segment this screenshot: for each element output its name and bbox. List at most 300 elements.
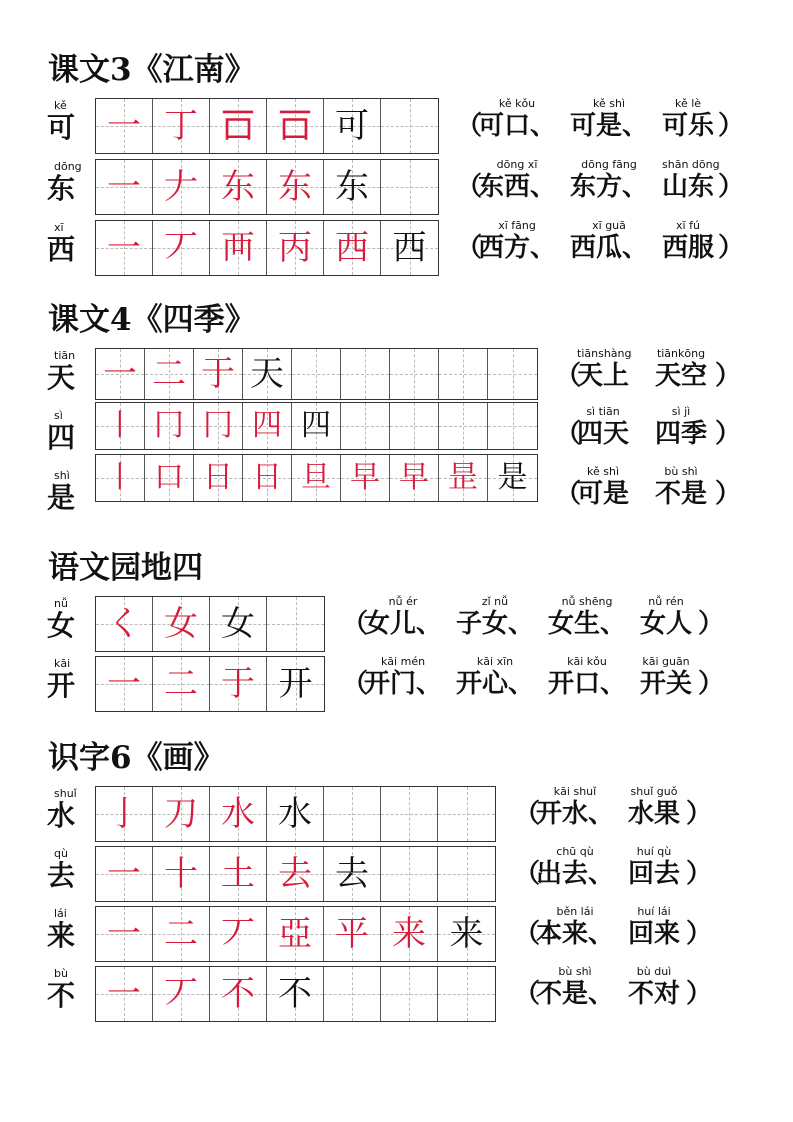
grid-cell [488,455,537,501]
char-label: 来 [47,919,76,952]
grid-cell [194,403,243,449]
word-hanzi: 东方、 [570,172,649,202]
word-pinyin: nǚ rén [648,595,684,608]
word-hanzi: 开水、 [536,799,615,829]
grid-cell [439,455,488,501]
grid-cell [243,349,292,399]
grid-cell [96,657,153,711]
stroke-step: 丆 [164,974,198,1014]
stroke-step: 不 [221,974,255,1014]
char-label: 不 [47,979,76,1012]
char-label: 水 [47,799,76,832]
stroke-step: 一 [107,664,141,704]
grid-cell [96,403,145,449]
grid-cell [96,907,153,961]
grid-cell [194,455,243,501]
grid-cell [488,403,537,449]
stroke-step: 亅 [107,794,141,834]
grid-cell [439,403,488,449]
stroke-grid [95,906,496,962]
stroke-grid [95,220,439,276]
word-hanzi: 开口、 [548,669,627,699]
word-pinyin: huí qù [636,845,672,858]
char-row-xi [0,220,793,282]
word [655,466,707,510]
stroke-step: 日 [203,460,233,495]
word [640,656,692,700]
stroke-step: 平 [335,914,369,954]
stroke-step: 是 [497,460,528,495]
char-label: 四 [47,421,76,454]
char-label: 去 [47,859,76,892]
stroke-step: 西 [392,228,427,268]
close-paren: ） [686,859,713,889]
open-paren: （ [342,609,369,639]
word-pinyin: chū qù [556,845,594,858]
stroke-grid [95,656,325,712]
grid-cell [267,160,324,214]
char-row-qu [0,846,793,906]
word [570,98,648,142]
char-label: 开 [47,669,76,702]
stroke-step: 开 [278,664,313,704]
char-pinyin: shuǐ [54,787,77,800]
grid-cell [153,160,210,214]
char-label: 女 [47,609,76,642]
char-row-dong [0,159,793,221]
grid-cell [267,597,324,651]
word [536,906,614,950]
grid-cell [96,967,153,1021]
grid-cell [210,160,267,214]
grid-cell [153,657,210,711]
char-row-tian [0,348,793,404]
open-paren: （ [555,361,582,391]
word [628,786,680,830]
section-title-siji: 课文4《四季》 [48,302,256,338]
grid-cell [292,455,341,501]
stroke-step: 二 [152,354,186,394]
word [478,220,556,264]
open-paren: （ [514,859,541,889]
close-paren: ） [698,669,725,699]
char-pinyin: qù [54,847,68,860]
stroke-step: 去 [278,854,312,894]
word [577,466,629,510]
grid-cell [324,221,381,275]
word [570,220,648,264]
close-paren: ） [686,919,713,949]
grid-cell [324,967,381,1021]
grid-cell [243,455,292,501]
grid-cell [292,349,341,399]
stroke-step: 昰 [448,460,478,495]
grid-cell [210,787,267,841]
close-paren: ） [686,799,713,829]
word-pinyin: huí lái [637,905,671,918]
word [548,656,626,700]
char-pinyin: kāi [54,657,71,670]
word-hanzi: 出去、 [536,859,615,889]
word-pinyin: zǐ nǚ [481,595,509,608]
word-pinyin: kāi kǒu [567,655,607,668]
word-hanzi: 可是、 [570,111,649,141]
word [577,348,631,392]
word-pinyin: xī fāng [498,219,536,232]
word-pinyin: kāi guān [642,655,690,668]
stroke-step: 女 [164,604,198,644]
grid-cell [292,403,341,449]
stroke-step: 东 [335,167,369,207]
section-title-yuwen-yuandi: 语文园地四 [48,550,203,586]
word-hanzi: 西瓜、 [570,233,649,263]
grid-cell [267,99,324,153]
stroke-step: 土 [221,854,255,894]
grid-cell [488,349,537,399]
stroke-step: 水 [221,794,255,834]
stroke-step: 一 [107,854,141,894]
word-hanzi: 可口、 [478,111,557,141]
word-hanzi: 不是 [655,479,708,509]
grid-cell [210,657,267,711]
grid-cell [341,349,390,399]
char-pinyin: nǚ [54,597,68,610]
word-pinyin: nǚ shēng [561,595,613,608]
grid-cell [145,403,194,449]
stroke-step: く [107,604,141,644]
grid-cell [243,403,292,449]
char-row-ke [0,98,793,160]
stroke-grid [95,159,439,215]
grid-cell [96,787,153,841]
word [364,596,442,640]
grid-cell [324,99,381,153]
close-paren: ） [715,419,742,449]
stroke-step: 丁 [164,106,198,146]
char-row-nv [0,596,793,656]
word [662,159,720,203]
word-pinyin: kāi shuǐ [553,785,597,798]
grid-cell [381,787,438,841]
open-paren: （ [456,111,483,141]
word [628,906,680,950]
stroke-step: 亞 [278,914,312,954]
stroke-grid [95,966,496,1022]
stroke-step: 一 [103,354,137,394]
word-hanzi: 回来 [628,919,681,949]
word [364,656,442,700]
word-hanzi: 开心、 [456,669,535,699]
open-paren: （ [456,172,483,202]
word-pinyin: shuǐ guǒ [630,785,678,798]
grid-cell [438,967,495,1021]
stroke-step: 女 [221,604,255,644]
grid-cell [381,907,438,961]
open-paren: （ [514,919,541,949]
char-pinyin: xī [54,221,64,234]
word [456,596,534,640]
word-pinyin: bù shì [664,465,698,478]
stroke-step: 来 [392,914,426,954]
grid-cell [381,160,438,214]
word [662,220,714,264]
stroke-step: 西 [335,228,369,268]
grid-cell [341,403,390,449]
stroke-grid [95,454,538,502]
stroke-step: 𠮛 [221,106,255,146]
word [577,406,629,450]
word-hanzi: 女儿、 [364,609,443,639]
word-hanzi: 东西、 [478,172,557,202]
word-pinyin: sì tiān [586,405,620,418]
word-hanzi: 西服 [662,233,715,263]
word-pinyin: dōng xī [496,158,538,171]
grid-cell [153,847,210,901]
word [640,596,692,640]
word-hanzi: 女生、 [548,609,627,639]
char-pinyin: lái [54,907,67,920]
stroke-step: 日 [252,460,282,495]
grid-cell [267,907,324,961]
char-row-shi [0,452,793,516]
char-row-kai [0,656,793,716]
word-pinyin: kě shì [587,465,620,478]
word-pinyin: sì jì [671,405,691,418]
grid-cell [153,597,210,651]
word-hanzi: 天上 [577,361,630,391]
stroke-step: 早 [350,460,380,495]
word-pinyin: kě shì [593,97,626,110]
stroke-step: 于 [221,664,255,704]
word [536,786,614,830]
grid-cell [210,847,267,901]
stroke-step: 旦 [301,460,331,495]
char-pinyin: kě [54,99,67,112]
open-paren: （ [456,233,483,263]
stroke-step: 刀 [164,794,198,834]
char-row-lai [0,906,793,966]
stroke-step: 冂 [154,408,184,443]
word-hanzi: 女人 [640,609,693,639]
grid-cell [210,221,267,275]
grid-cell [153,967,210,1021]
word-pinyin: kāi xīn [476,655,514,668]
stroke-step: 𠮛 [278,106,312,146]
word [478,159,556,203]
open-paren: （ [555,419,582,449]
close-paren: ） [715,361,742,391]
stroke-grid [95,786,496,842]
word-pinyin: tiānshàng [577,347,632,360]
grid-cell [438,847,495,901]
word [628,966,680,1010]
stroke-step: 丆 [164,228,198,268]
char-pinyin: dōng [54,160,82,173]
word [548,596,626,640]
word [655,348,707,392]
word-pinyin: tiānkōng [656,347,706,360]
open-paren: （ [514,979,541,1009]
grid-cell [210,99,267,153]
stroke-step: 冂 [203,408,233,443]
word [536,846,614,890]
word-hanzi: 天空 [655,361,708,391]
stroke-grid [95,348,538,400]
stroke-step: 丙 [278,228,312,268]
grid-cell [390,455,439,501]
grid-cell [381,99,438,153]
stroke-grid [95,596,325,652]
char-label: 东 [47,172,76,205]
stroke-step: 𠂇 [164,167,198,207]
grid-cell [194,349,243,399]
grid-cell [438,787,495,841]
grid-cell [210,967,267,1021]
grid-cell [324,907,381,961]
grid-cell [96,160,153,214]
stroke-step: 早 [399,460,429,495]
word-pinyin: xī fú [676,219,700,232]
open-paren: （ [514,799,541,829]
word-hanzi: 水果 [628,799,681,829]
grid-cell [145,455,194,501]
stroke-step: 四 [301,408,331,443]
word-pinyin: nǚ ér [388,595,418,608]
grid-cell [267,967,324,1021]
open-paren: （ [342,669,369,699]
word-pinyin: shān dōng [662,158,720,171]
char-pinyin: bù [54,967,68,980]
word-hanzi: 可是 [577,479,630,509]
grid-cell [381,967,438,1021]
word [628,846,680,890]
word-pinyin: bù duì [636,965,672,978]
char-pinyin: tiān [54,349,76,362]
close-paren: ） [718,172,745,202]
stroke-step: 二 [164,914,198,954]
stroke-step: 一 [107,106,141,146]
stroke-step: 天 [250,354,284,394]
stroke-step: 一 [107,167,141,207]
grid-cell [96,99,153,153]
grid-cell [210,597,267,651]
grid-cell [439,349,488,399]
grid-cell [96,597,153,651]
stroke-step: 东 [221,167,255,207]
stroke-step: 四 [252,408,282,443]
stroke-grid [95,98,439,154]
word-hanzi: 不对 [628,979,681,1009]
grid-cell [210,907,267,961]
word-hanzi: 四天 [577,419,630,449]
char-label: 是 [47,481,76,514]
word-pinyin: kě lè [674,97,702,110]
word-hanzi: 不是、 [536,979,615,1009]
section-title-jiangnan: 课文3《江南》 [48,52,256,88]
grid-cell [324,787,381,841]
char-label: 可 [47,111,76,144]
stroke-step: 一 [107,228,141,268]
grid-cell [96,455,145,501]
grid-cell [324,847,381,901]
word-hanzi: 山东 [662,172,715,202]
stroke-step: 于 [201,354,235,394]
grid-cell [381,847,438,901]
grid-cell [390,403,439,449]
word [536,966,614,1010]
grid-cell [390,349,439,399]
grid-cell [153,907,210,961]
word-pinyin: xī guā [592,219,626,232]
grid-cell [153,221,210,275]
grid-cell [153,787,210,841]
word-pinyin: bù shì [558,965,592,978]
word-hanzi: 本来、 [536,919,615,949]
stroke-step: 不 [278,974,312,1014]
stroke-step: 去 [335,854,369,894]
grid-cell [153,99,210,153]
close-paren: ） [698,609,725,639]
word [570,159,648,203]
char-pinyin: sì [54,409,63,422]
grid-cell [96,349,145,399]
stroke-step: 可 [335,106,369,146]
grid-cell [324,160,381,214]
grid-cell [341,455,390,501]
word [456,656,534,700]
stroke-step: 来 [449,914,484,954]
stroke-grid [95,846,496,902]
stroke-step: 丆 [221,914,255,954]
stroke-step: 丨 [105,408,135,443]
word-hanzi: 子女、 [456,609,535,639]
section-title-hua: 识字6《画》 [48,740,225,776]
word [478,98,556,142]
word-pinyin: dōng fāng [581,158,637,171]
close-paren: ） [718,233,745,263]
word [655,406,707,450]
word-pinyin: běn lái [556,905,594,918]
stroke-step: 丨 [105,460,135,495]
char-label: 西 [47,233,76,266]
stroke-step: 东 [278,167,312,207]
grid-cell [267,847,324,901]
close-paren: ） [686,979,713,1009]
grid-cell [96,221,153,275]
stroke-step: 一 [107,974,141,1014]
grid-cell [267,657,324,711]
grid-cell [267,221,324,275]
word-hanzi: 开门、 [364,669,443,699]
word [662,98,714,142]
stroke-step: 口 [154,460,184,495]
grid-cell [438,907,495,961]
stroke-step: 水 [278,794,312,834]
grid-cell [381,221,438,275]
close-paren: ） [715,479,742,509]
stroke-grid [95,402,538,450]
char-row-bu [0,966,793,1026]
word-hanzi: 回去 [628,859,681,889]
word-pinyin: kāi mén [380,655,426,668]
open-paren: （ [555,479,582,509]
char-row-shui [0,786,793,846]
stroke-step: 襾 [221,228,255,268]
char-label: 天 [47,361,76,394]
word-hanzi: 西方、 [478,233,557,263]
close-paren: ） [718,111,745,141]
grid-cell [96,847,153,901]
